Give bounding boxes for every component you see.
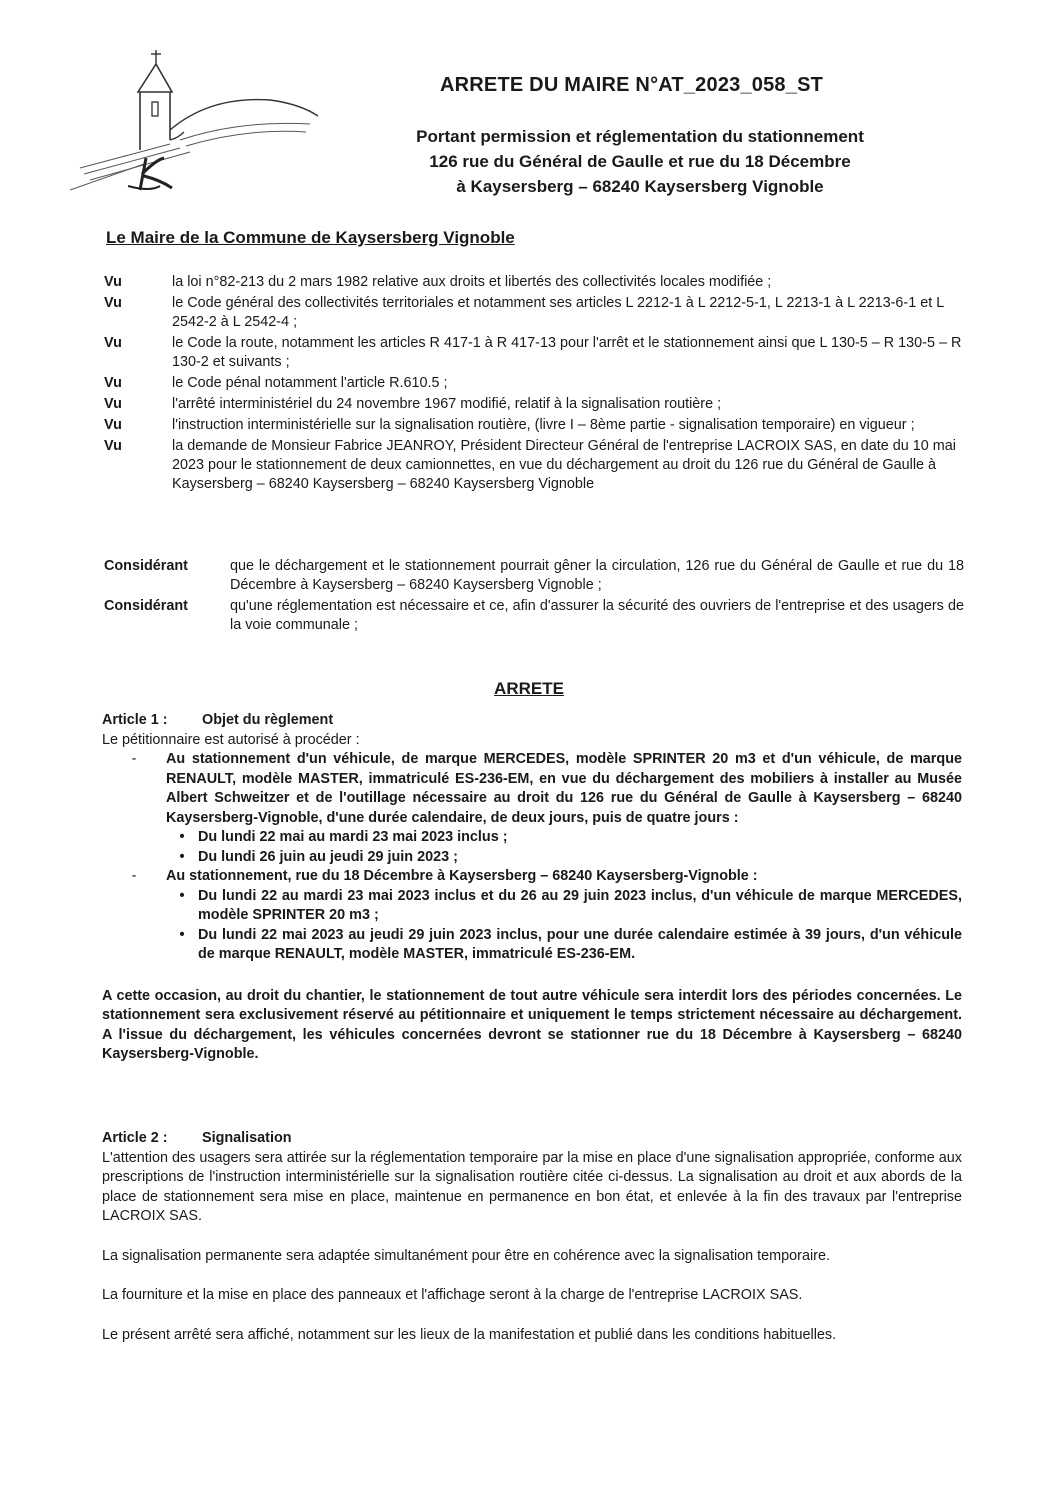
dash-text: Au stationnement d'un véhicule, de marque MERCEDES, modèle SPRINTER 20 m3 et d'un véhicule, de marque RENAULT, modèle MASTER, immatriculé ES-236-EM, en vue du déchargement des mobiliers à installer au Musée Albert Schweitzer et de l'outillage nécessaire au droit du 126 rue du Général de Gaulle à Kaysersberg – 68240 Kaysersberg-Vignoble, d'une durée calendaire, de deux jours, puis de quatre jours :	[166, 751, 962, 826]
vu-label: Vu	[104, 438, 122, 454]
bullet-text: Du lundi 22 mai 2023 au jeudi 29 juin 2023 inclus, pour une durée calendaire estimée à 39 jours, d'un véhicule de marque RENAULT, modèle MASTER, immatriculé ES-236-EM.	[198, 926, 962, 962]
bullet-icon: •	[179, 829, 185, 845]
vu-label: Vu	[104, 417, 122, 433]
article-2-title	[102, 1129, 962, 1149]
article-number: Article 1 :	[102, 712, 168, 728]
maire-heading: Le Maire de la Commune de Kaysersberg Vignoble	[106, 228, 515, 247]
article-number: Article 2 :	[102, 1130, 168, 1146]
vu-label: Vu	[104, 396, 122, 412]
article-2-paragraph: La signalisation permanente sera adaptée simultanément pour être en cohérence avec la signalisation temporaire.	[102, 1247, 830, 1264]
vu-item	[104, 273, 964, 292]
bullet-item	[102, 848, 962, 868]
considerant-text: que le déchargement et le stationnement pourrait gêner la circulation, 126 rue du Général de Gaulle et rue du 18 Décembre à Kaysersberg – 68240 Kaysersberg Vignoble ;	[230, 558, 964, 593]
subtitle-line: à Kaysersberg – 68240 Kaysersberg Vignoble	[456, 177, 824, 196]
vu-text: l'instruction interministérielle sur la signalisation routière, (livre I – 8ème partie - signalisation temporaire) en vigueur ;	[172, 417, 915, 433]
vu-text: la loi n°82-213 du 2 mars 1982 relative aux droits et libertés des collectivités locales modifiée ;	[172, 274, 772, 290]
article-1	[102, 711, 962, 1065]
vu-text: le Code général des collectivités territoriales et notamment ses articles L 2212-1 à L 2212-5-1, L 2213-1 à L 2213-6-1 et L 2542-2 à L 2542-4 ;	[172, 295, 944, 330]
vu-item	[104, 294, 964, 332]
considerant-label: Considérant	[104, 558, 188, 574]
article-heading: Objet du règlement	[202, 712, 334, 728]
vu-text: le Code la route, notamment les articles R 417-1 à R 417-13 pour l'arrêt et le stationnement ainsi que L 130-5 – R 130-5 – R 130-2 et suivants ;	[172, 335, 962, 370]
vu-item	[104, 395, 964, 414]
dash-item	[102, 867, 962, 887]
vu-item	[104, 416, 964, 435]
bullet-icon: •	[179, 926, 185, 943]
vu-label: Vu	[104, 375, 122, 391]
vu-item	[104, 437, 964, 494]
bullet-text: Du lundi 22 au mardi 23 mai 2023 inclus et du 26 au 29 juin 2023 inclus, d'un véhicule de marque MERCEDES, modèle SPRINTER 20 m3 ;	[198, 887, 962, 923]
vu-label: Vu	[104, 274, 122, 290]
subtitle-line: Portant permission et réglementation du stationnement	[416, 127, 864, 146]
considerant-item	[104, 557, 964, 595]
article-2-paragraph: Le présent arrêté sera affiché, notamment sur les lieux de la manifestation et publié dans les conditions habituelles.	[102, 1326, 837, 1343]
article-heading: Signalisation	[202, 1130, 292, 1146]
considerant-label: Considérant	[104, 598, 188, 614]
bullet-item	[102, 828, 962, 848]
vu-list	[104, 273, 964, 496]
bullet-icon: •	[179, 887, 185, 904]
article-2-paragraph: L'attention des usagers sera attirée sur la réglementation temporaire par la mise en place d'une signalisation appropriée, conforme aux prescriptions de l'instruction interministérielle sur la signalisation routière citée ci-dessus. La signalisation au droit et aux abords de la place de stationnement sera mise en place, maintenue en permanence en bon état, et enlevée à la fin des travaux par l'entreprise LACROIX SAS.	[102, 1149, 962, 1224]
vu-text: l'arrêté interministériel du 24 novembre 1967 modifié, relatif à la signalisation routière ;	[172, 396, 722, 412]
considerant-list	[104, 557, 964, 637]
vu-item	[104, 374, 964, 393]
considerant-text: qu'une réglementation est nécessaire et ce, afin d'assurer la sécurité des ouvriers de l'entreprise et des usagers de la voie communale ;	[230, 598, 964, 633]
bullet-text: Du lundi 22 mai au mardi 23 mai 2023 inclus ;	[198, 829, 508, 845]
town-logo	[60, 40, 330, 210]
article-2-paragraph: La fourniture et la mise en place des panneaux et l'affichage seront à la charge de l'entreprise LACROIX SAS.	[102, 1287, 803, 1303]
vu-label: Vu	[104, 335, 122, 351]
vu-text: le Code pénal notamment l'article R.610.5 ;	[172, 375, 448, 391]
church-vineyard-logo-icon	[60, 40, 330, 210]
considerant-item	[104, 597, 964, 635]
vu-item	[104, 334, 964, 372]
subtitle-line: 126 rue du Général de Gaulle et rue du 18 Décembre	[429, 152, 851, 171]
article-2	[102, 1129, 962, 1345]
dash-text: Au stationnement, rue du 18 Décembre à Kaysersberg – 68240 Kaysersberg-Vignoble :	[166, 868, 758, 884]
arrete-heading: ARRETE	[494, 679, 564, 698]
page-subtitle	[380, 124, 900, 199]
dash-item	[102, 750, 962, 828]
bullet-text: Du lundi 26 juin au jeudi 29 juin 2023 ;	[198, 848, 458, 865]
dash-marker: -	[131, 868, 137, 884]
vu-label: Vu	[104, 295, 122, 311]
bullet-item	[102, 926, 962, 965]
page-title: ARRETE DU MAIRE N°AT_2023_058_ST	[440, 74, 824, 96]
article-1-title	[102, 711, 962, 731]
bullet-icon: •	[179, 848, 185, 865]
bullet-item	[102, 887, 962, 926]
article-1-intro: Le pétitionnaire est autorisé à procéder :	[102, 731, 360, 748]
vu-text: la demande de Monsieur Fabrice JEANROY, Président Directeur Général de l'entreprise LACROIX SAS, en date du 10 mai 2023 pour le stationnement de deux camionnettes, en vue du déchargement au droit du 126 rue du Général de Gaulle à Kaysersberg – 68240 Kaysersberg – 68240 Kaysersberg Vignoble	[172, 438, 956, 492]
article-1-closing: A cette occasion, au droit du chantier, le stationnement de tout autre véhicule sera interdit lors des périodes concernées. Le stationnement sera exclusivement réservé au pétitionnaire et uniquement le temps strictement nécessaire au déchargement. A l'issue du déchargement, les véhicules concernées devront se stationner rue du 18 Décembre à Kaysersberg – 68240 Kaysersberg-Vignoble.	[102, 987, 962, 1062]
dash-marker: -	[131, 751, 137, 767]
